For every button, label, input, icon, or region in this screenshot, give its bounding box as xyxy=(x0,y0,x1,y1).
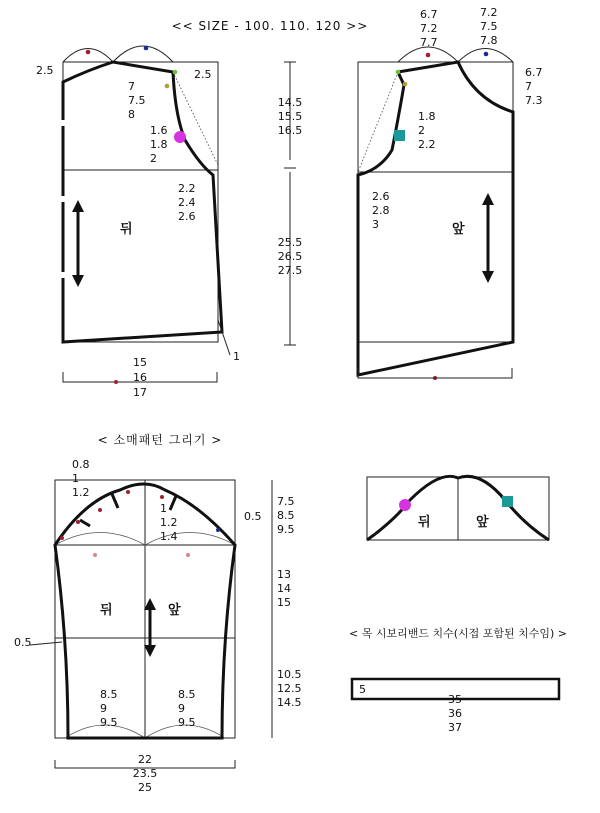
lower-height-2: 12.5 xyxy=(277,682,302,695)
back-shoulder-dot xyxy=(144,46,149,51)
sleeve-dot-4 xyxy=(126,490,130,494)
back-shoulder-size-1: 7 xyxy=(128,80,135,93)
front-neck-b-1: 7.2 xyxy=(480,6,498,19)
back-width-1: 15 xyxy=(133,356,147,369)
sleeve-cap-diagram xyxy=(367,476,549,540)
sleeve-width-1: 22 xyxy=(138,753,152,766)
neckband-title: < 목 시보리밴드 치수(시접 포함된 치수임) > xyxy=(348,627,568,640)
front-neck-b-3: 7.8 xyxy=(480,34,498,47)
cap-left-3: 1.2 xyxy=(72,486,90,499)
sleeve-dot-1 xyxy=(60,536,64,540)
sleeve-dot-8 xyxy=(186,553,190,557)
back-side-1: 2.2 xyxy=(178,182,196,195)
front-shoulder-2: 7 xyxy=(525,80,532,93)
neckband xyxy=(349,626,567,734)
front-neck-a-2: 7.2 xyxy=(420,22,438,35)
mid-height-2: 14 xyxy=(277,582,291,595)
size-title: << SIZE - 100. 110. 120 >> xyxy=(171,19,369,33)
front-armhole-3: 2.2 xyxy=(418,138,436,151)
cap-right: 0.5 xyxy=(244,510,262,523)
cuff-back-2: 9 xyxy=(100,702,107,715)
lower-height-1: 10.5 xyxy=(277,668,302,681)
back-width-dot xyxy=(114,380,118,384)
front-shoulder-1: 6.7 xyxy=(525,66,543,79)
sleeve-back-label: 뒤 xyxy=(100,603,113,618)
sleeve-pattern xyxy=(14,458,302,794)
back-armhole-3: 2 xyxy=(150,152,157,165)
upper-length-3: 16.5 xyxy=(277,124,303,137)
sleeve-dot-5 xyxy=(160,495,164,499)
front-notch-square xyxy=(394,130,405,141)
front-neck-a-3: 7.7 xyxy=(420,36,438,49)
back-neck-dot xyxy=(86,50,91,55)
front-side-3: 3 xyxy=(372,218,379,231)
sleeve-front-label: 앞 xyxy=(168,603,181,618)
back-width-3: 17 xyxy=(133,386,147,399)
cap-diagram-back-notch xyxy=(399,499,411,511)
front-armhole-1: 1.8 xyxy=(418,110,436,123)
front-neck-a-1: 6.7 xyxy=(420,8,438,21)
upper-length-2: 15.5 xyxy=(277,110,303,123)
lower-length-2: 26.5 xyxy=(277,250,303,263)
center-length-dims xyxy=(278,62,303,345)
cap-height-3: 9.5 xyxy=(277,523,295,536)
back-width-2: 16 xyxy=(133,371,147,384)
back-notch-circle xyxy=(174,131,186,143)
sleeve-notch-back xyxy=(112,494,118,508)
lower-length-3: 27.5 xyxy=(277,264,303,277)
cuff-front-1: 8.5 xyxy=(178,688,196,701)
neckband-length-2: 36 xyxy=(448,707,462,720)
cap-mid-1: 1 xyxy=(160,502,167,515)
sleeve-width-3: 25 xyxy=(138,781,152,794)
cap-left-1: 0.8 xyxy=(72,458,90,471)
cap-diagram-front-notch xyxy=(502,496,513,507)
back-grain-arrow xyxy=(72,200,84,287)
cap-height-1: 7.5 xyxy=(277,495,295,508)
back-shoulder-drop: 2.5 xyxy=(194,68,212,81)
lower-height-3: 14.5 xyxy=(277,696,302,709)
sleeve-width-2: 23.5 xyxy=(132,767,158,780)
back-side-3: 2.6 xyxy=(178,210,196,223)
cuff-front-3: 9.5 xyxy=(178,716,196,729)
back-neck-arc xyxy=(63,46,173,62)
sleeve-notch-back-2 xyxy=(80,520,90,526)
lower-length-1: 25.5 xyxy=(277,236,303,249)
mid-height-3: 15 xyxy=(277,596,291,609)
neckband-length-1: 35 xyxy=(448,693,462,706)
back-armhole-2: 1.8 xyxy=(150,138,168,151)
cuff-front-2: 9 xyxy=(178,702,185,715)
cuff-back-3: 9.5 xyxy=(100,716,118,729)
cap-height-2: 8.5 xyxy=(277,509,295,522)
back-side-2: 2.4 xyxy=(178,196,196,209)
back-shoulder-point xyxy=(173,70,178,75)
sleeve-dot-3 xyxy=(98,508,102,512)
neckband-height: 5 xyxy=(359,683,366,696)
back-neck-width: 2.5 xyxy=(36,64,54,77)
cuff-back-1: 8.5 xyxy=(100,688,118,701)
back-armhole-1: 1.6 xyxy=(150,124,168,137)
front-side-1: 2.6 xyxy=(372,190,390,203)
front-armhole-guide xyxy=(358,72,398,172)
sleeve-side-offset: 0.5 xyxy=(14,636,32,649)
sleeve-offset-leader xyxy=(30,642,62,645)
front-grain-arrow xyxy=(482,193,494,283)
sleeve-dot-6 xyxy=(216,528,220,532)
front-armhole-dot xyxy=(403,82,408,87)
mid-height-1: 13 xyxy=(277,568,291,581)
back-bodice xyxy=(36,46,240,399)
front-side-2: 2.8 xyxy=(372,204,390,217)
front-bodice xyxy=(358,6,543,380)
front-shoulder-3: 7.3 xyxy=(525,94,543,107)
front-neck-dot xyxy=(426,53,431,58)
upper-length-1: 14.5 xyxy=(277,96,303,109)
back-hem-offset: 1 xyxy=(233,350,240,363)
neckband-length-3: 37 xyxy=(448,721,462,734)
sleeve-section-title: < 소매패턴 그리기 > xyxy=(97,433,223,447)
cap-diagram-back-label: 뒤 xyxy=(418,515,431,530)
front-neck-b-2: 7.5 xyxy=(480,20,498,33)
cap-diagram-front-label: 앞 xyxy=(476,515,489,530)
back-shoulder-size-3: 8 xyxy=(128,108,135,121)
front-neck-arc xyxy=(398,47,513,62)
front-bodice-outline xyxy=(358,62,513,375)
cap-left-2: 1 xyxy=(72,472,79,485)
back-label: 뒤 xyxy=(120,222,133,237)
back-armhole-dot xyxy=(165,84,170,89)
sleeve-grain-arrow xyxy=(144,598,156,657)
front-shoulder-dot xyxy=(484,52,489,57)
sleeve-dot-2 xyxy=(76,520,80,524)
sleeve-dot-7 xyxy=(93,553,97,557)
front-neck-point xyxy=(396,70,401,75)
back-shoulder-size-2: 7.5 xyxy=(128,94,146,107)
back-hem-leader xyxy=(218,320,230,355)
front-armhole-2: 2 xyxy=(418,124,425,137)
sleeve-notch-front xyxy=(170,496,176,510)
front-label: 앞 xyxy=(452,222,465,237)
cap-mid-2: 1.2 xyxy=(160,516,178,529)
cap-mid-3: 1.4 xyxy=(160,530,178,543)
